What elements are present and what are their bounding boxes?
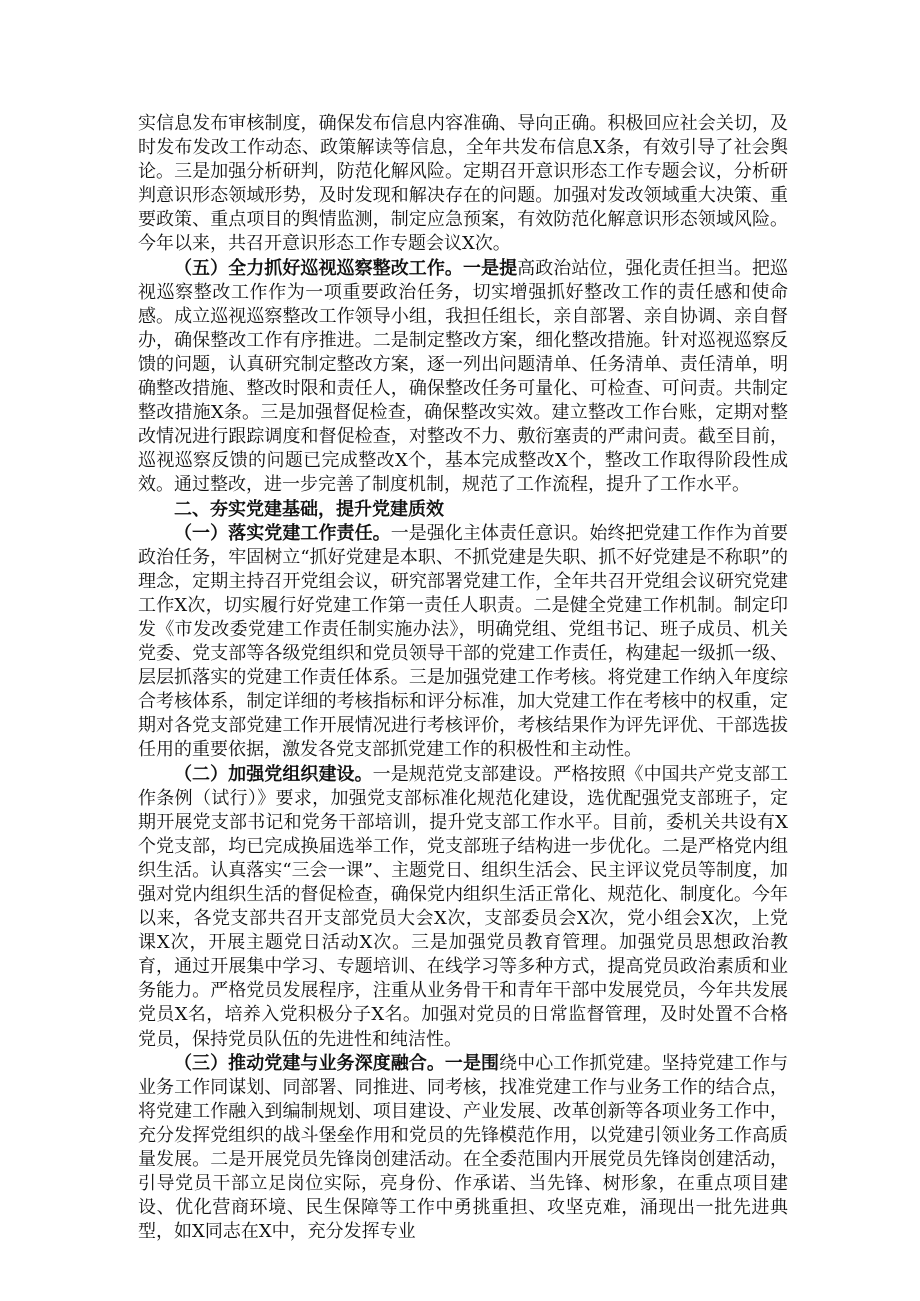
- paragraph-text: 实信息发布审核制度，确保发布信息内容准确、导向正确。积极回应社会关切，及时发布发改工作动态、政策解读等信息，全年共发布信息X条，有效引导了社会舆论。三是加强分析研判，防范化解风险。定期召开意识形态工作专题会议，分析研判意识形态领域形势，及时发现和解决存在的问题。加强对发改领域重大决策、重要政策、重点项目的舆情监测，制定应急预案，有效防范化解意识形态领域风险。今年以来，共召开意识形态工作专题会议X次。: [138, 113, 788, 255]
- paragraph-lead: （三）推动党建与业务深度融合。一是围: [174, 1052, 500, 1074]
- paragraph-continuation: [138, 112, 788, 257]
- section-heading: 二、夯实党建基础，提升党建质效: [174, 498, 444, 520]
- paragraph-text: 高政治站位，强化责任担当。把巡视巡察整改工作作为一项重要政治任务，切实增强抓好整改工作的责任感和使命感。成立巡视巡察整改工作领导小组，我担任组长，亲自部署、亲自协调、亲自督办，确保整改工作有序推进。二是制定整改方案，细化整改措施。针对巡视巡察反馈的问题，认真研究制定整改方案，逐一列出问题清单、任务清单、责任清单，明确整改措施、整改时限和责任人，确保整改任务可量化、可检查、可问责。共制定整改措施X条。三是加强督促检查，确保整改实效。建立整改工作台账，定期对整改情况进行跟踪调度和督促检查，对整改不力、敷衍塞责的严肃问责。截至目前，巡视巡察反馈的问题已完成整改X个，基本完成整改X个，整改工作取得阶段性成效。通过整改，进一步完善了制度机制，规范了工作流程，提升了工作水平。: [138, 257, 789, 496]
- paragraph-lead: （五）全力抓好巡视巡察整改工作。一是提: [174, 257, 518, 279]
- paragraph-lead: （一）落实党建工作责任。: [174, 522, 391, 544]
- paragraph-party-organization: [138, 763, 788, 1052]
- paragraph-text: 一是强化主体责任意识。始终把党建工作作为首要政治任务，牢固树立“抓好党建是本职、不抓党建是失职、抓不好党建是不称职”的理念，定期主持召开党组会议，研究部署党建工作，全年共召开党组会议研究党建工作X次，切实履行好党建工作第一责任人职责。二是健全党建工作机制。制定印发《市发改委党建工作责任制实施办法》，明确党组、党组书记、班子成员、机关党委、党支部等各级党组织和党员领导干部的党建工作责任，构建起一级抓一级、层层抓落实的党建工作责任体系。三是加强党建工作考核。将党建工作纳入年度综合考核体系，制定详细的考核指标和评分标准，加大党建工作在考核中的权重，定期对各党支部党建工作开展情况进行考核评价，考核结果作为评先评优、干部选拔任用的重要依据，激发各党支部抓党建工作的积极性和主动性。: [138, 522, 789, 761]
- paragraph-inspection-rectification: [138, 257, 788, 498]
- paragraph-party-business-integration: [138, 1052, 788, 1245]
- paragraph-party-responsibility: [138, 522, 788, 763]
- paragraph-text: 一是规范党支部建设。严格按照《中国共产党支部工作条例（试行）》要求，加强党支部标准化规范化建设，选优配强党支部班子，定期开展党支部书记和党务干部培训，提升党支部工作水平。目前，委机关共设有X个党支部，均已完成换届选举工作，党支部班子结构进一步优化。二是严格党内组织生活。认真落实“三会一课”、主题党日、组织生活会、民主评议党员等制度，加强对党内组织生活的督促检查，确保党内组织生活正常化、规范化、制度化。今年以来，各党支部共召开支部党员大会X次，支部委员会X次，党小组会X次，上党课X次，开展主题党日活动X次。三是加强党员教育管理。加强党员思想政治教育，通过开展集中学习、专题培训、在线学习等多种方式，提高党员政治素质和业务能力。严格党员发展程序，注重从业务骨干和青年干部中发展党员，今年共发展党员X名，培养入党积极分子X名。加强对党员的日常监督管理，及时处置不合格党员，保持党员队伍的先进性和纯洁性。: [138, 763, 789, 1050]
- paragraph-text: 绕中心工作抓党建。坚持党建工作与业务工作同谋划、同部署、同推进、同考核，找准党建工作与业务工作的结合点，将党建工作融入到编制规划、项目建设、产业发展、改革创新等各项业务工作中，充分发挥党组织的战斗堡垒作用和党员的先锋模范作用，以党建引领业务工作高质量发展。二是开展党员先锋岗创建活动。在全委范围内开展党员先锋岗创建活动，引导党员干部立足岗位实际，亮身份、作承诺、当先锋、树形象，在重点项目建设、优化营商环境、民生保障等工作中勇挑重担、攻坚克难，涌现出一批先进典型，如X同志在X中，充分发挥专业: [138, 1052, 789, 1243]
- paragraph-lead: （二）加强党组织建设。: [174, 763, 373, 785]
